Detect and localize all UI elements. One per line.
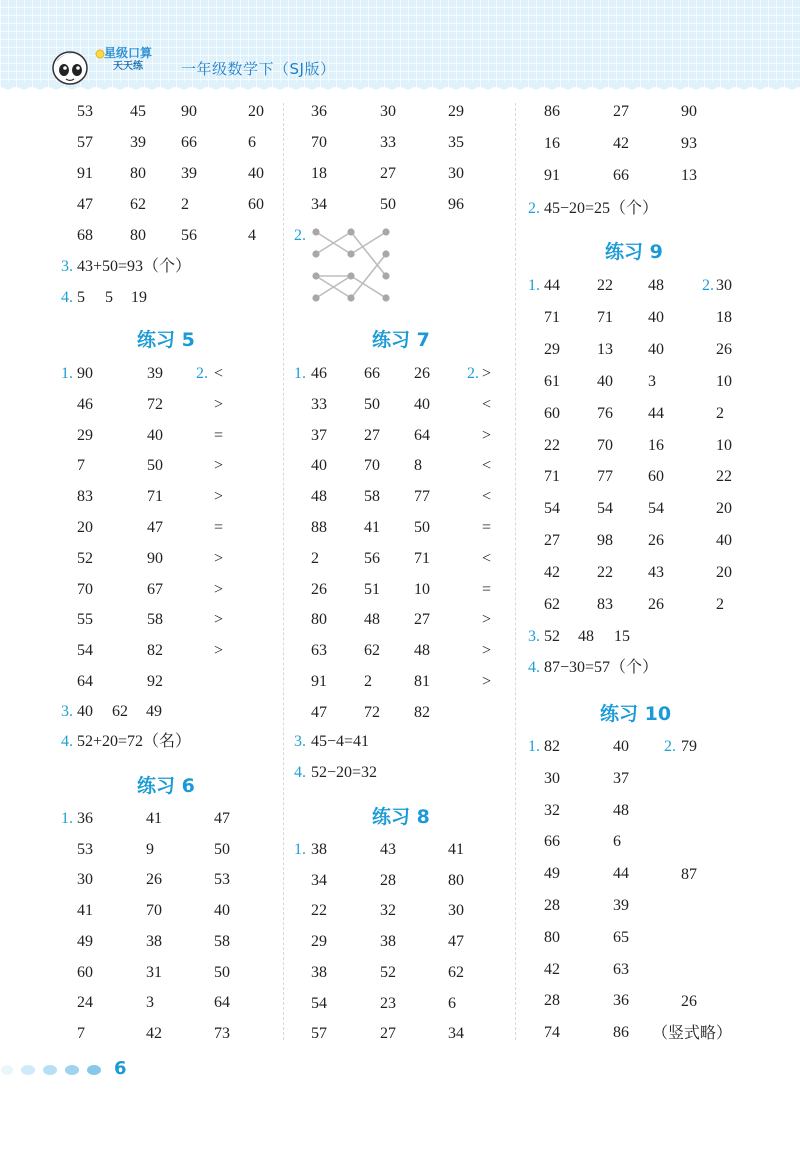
answer-cell: 33 bbox=[311, 395, 327, 413]
answer-cell: 26 bbox=[311, 580, 327, 598]
answer-cell: 22 bbox=[716, 468, 732, 486]
answer-cell: 54 bbox=[648, 500, 664, 518]
answer-cell: 47 bbox=[147, 519, 163, 536]
answer-cell: 37 bbox=[311, 426, 327, 444]
answer-cell: 6 bbox=[448, 994, 456, 1012]
answer-cell: 50 bbox=[214, 840, 230, 858]
answer-cell: 50 bbox=[380, 196, 396, 213]
answer-cell: 26 bbox=[648, 596, 664, 613]
section-title-ex10: 练习 10 bbox=[600, 703, 672, 725]
answer-cell: 48 bbox=[613, 801, 629, 819]
answer-cell: 71 bbox=[544, 468, 560, 486]
answer-cell: 30 bbox=[544, 769, 560, 787]
answer-cell: 72 bbox=[364, 703, 380, 721]
answer-cell: 36 bbox=[311, 103, 327, 120]
answer-cell: 41 bbox=[448, 841, 464, 858]
answer-cell: 40 bbox=[248, 165, 264, 182]
answer-cell: 39 bbox=[130, 134, 146, 151]
answer-cell: 42 bbox=[544, 564, 560, 582]
section-title-ex6: 练习 6 bbox=[137, 775, 195, 797]
answer-cell: 39 bbox=[613, 897, 629, 914]
question-number: 2. bbox=[528, 200, 540, 217]
answer-cell: 66 bbox=[613, 167, 629, 184]
answer-cell: 10 bbox=[716, 372, 732, 390]
brand-line-2: 天天练 bbox=[113, 61, 143, 72]
brand-logo bbox=[104, 46, 152, 74]
answer-cell: 64 bbox=[77, 673, 93, 690]
question-number: 4. bbox=[294, 764, 306, 781]
answer-cell: 92 bbox=[147, 673, 163, 690]
answer-cell: 53 bbox=[214, 871, 230, 889]
answer-cell: 40 bbox=[648, 308, 664, 326]
answer-cell: 81 bbox=[414, 673, 430, 690]
answer-cell: 38 bbox=[311, 963, 327, 981]
answer-cell: 60 bbox=[77, 963, 93, 981]
answer-cell: 68 bbox=[77, 227, 93, 244]
answer-cell: 70 bbox=[364, 457, 380, 475]
answer-cell: 48 bbox=[648, 277, 664, 294]
answer-cell: 27 bbox=[380, 165, 396, 182]
answer-cell: 54 bbox=[597, 500, 613, 518]
question-number: 1. bbox=[294, 841, 306, 858]
answer-cell: 37 bbox=[613, 769, 629, 787]
answer-cell: 19 bbox=[131, 289, 147, 306]
answer-cell: 83 bbox=[597, 596, 613, 613]
answer-cell: 27 bbox=[364, 426, 380, 444]
answer-cell: 58 bbox=[214, 932, 230, 950]
answer-cell: 35 bbox=[448, 134, 464, 151]
answer-cell: 65 bbox=[613, 928, 629, 946]
answer-cell: 40 bbox=[597, 372, 613, 390]
answer-cell: 44 bbox=[648, 404, 664, 422]
answer-cell: 50 bbox=[214, 963, 230, 981]
question-number: 1. bbox=[528, 738, 540, 755]
answer-cell: 49 bbox=[146, 703, 162, 720]
answer-cell: < bbox=[482, 549, 492, 567]
answer-cell: 71 bbox=[147, 488, 163, 506]
answer-cell: 34 bbox=[448, 1025, 464, 1043]
answer-cell: 5 bbox=[105, 289, 113, 306]
answer-cell: 47 bbox=[214, 810, 230, 827]
answer-cell: 70 bbox=[146, 902, 162, 920]
answer-cell: 90 bbox=[77, 365, 93, 382]
column-divider-left bbox=[283, 103, 284, 1040]
answer-cell: 53 bbox=[77, 840, 93, 858]
answer-cell: 6 bbox=[248, 134, 256, 151]
answer-cell: 66 bbox=[544, 833, 560, 851]
answer-cell: 54 bbox=[311, 994, 327, 1012]
header-scallop-edge bbox=[0, 82, 800, 94]
answer-cell: 27 bbox=[613, 103, 629, 120]
answer-cell: 86 bbox=[544, 103, 560, 120]
answer-cell: = bbox=[214, 519, 224, 536]
answer-cell: 22 bbox=[311, 902, 327, 920]
answer-cell: 28 bbox=[380, 871, 396, 889]
answer-cell: 62 bbox=[364, 642, 380, 660]
answer-cell: 30 bbox=[716, 277, 732, 294]
answer-cell: 71 bbox=[544, 308, 560, 326]
answer-cell: 46 bbox=[77, 395, 93, 413]
answer-cell: > bbox=[214, 611, 224, 629]
question-number: 4. bbox=[61, 289, 73, 306]
answer-cell: 77 bbox=[414, 488, 430, 506]
answer-cell: 29 bbox=[77, 426, 93, 444]
answer-cell: 88 bbox=[311, 519, 327, 536]
question-number: 3. bbox=[61, 258, 73, 275]
answer-cell: 90 bbox=[147, 549, 163, 567]
answer-cell: 64 bbox=[414, 426, 430, 444]
answer-cell: 40 bbox=[311, 457, 327, 475]
answer-cell: 64 bbox=[214, 994, 230, 1012]
answer-cell: 30 bbox=[448, 165, 464, 182]
answer-cell: 70 bbox=[311, 134, 327, 151]
answer-cell: 82 bbox=[147, 642, 163, 660]
answer-cell: 77 bbox=[597, 468, 613, 486]
answer-cell: 28 bbox=[544, 992, 560, 1010]
answer-cell: 90 bbox=[181, 103, 197, 120]
question-number: 2. bbox=[467, 365, 479, 382]
answer-cell: > bbox=[214, 457, 224, 475]
answer-cell: 91 bbox=[311, 673, 327, 690]
column-divider-right bbox=[515, 103, 516, 1040]
question-number: 2. bbox=[664, 738, 676, 755]
question-number: 3. bbox=[294, 733, 306, 750]
answer-cell: 26 bbox=[414, 365, 430, 382]
answer-cell: 58 bbox=[364, 488, 380, 506]
answer-cell: 66 bbox=[364, 365, 380, 382]
answer-cell: 18 bbox=[311, 165, 327, 182]
question-number: 4. bbox=[61, 733, 73, 750]
answer-cell: 79 bbox=[681, 738, 697, 755]
answer-cell: 74 bbox=[544, 1024, 560, 1042]
answer-cell: 61 bbox=[544, 372, 560, 390]
answer-cell: 83 bbox=[77, 488, 93, 506]
answer-cell: 73 bbox=[214, 1024, 230, 1042]
answer-cell: 40 bbox=[613, 738, 629, 755]
answer-cell: 49 bbox=[544, 865, 560, 883]
answer-cell: 93 bbox=[681, 135, 697, 152]
answer-cell: 62 bbox=[112, 703, 128, 720]
answer-cell: 49 bbox=[77, 932, 93, 950]
answer-cell: 20 bbox=[716, 564, 732, 582]
answer-cell: 18 bbox=[716, 308, 732, 326]
footer-decoration bbox=[0, 1063, 110, 1077]
answer-cell: 60 bbox=[248, 196, 264, 213]
answer-cell: 29 bbox=[311, 933, 327, 951]
question-number: 1. bbox=[294, 365, 306, 382]
answer-cell: 24 bbox=[77, 994, 93, 1012]
answer-cell: 13 bbox=[597, 340, 613, 358]
answer-cell: 42 bbox=[544, 960, 560, 978]
section-title-ex9: 练习 9 bbox=[605, 241, 663, 263]
question-number: 1. bbox=[61, 365, 73, 382]
question-number: 2. bbox=[702, 277, 714, 294]
answer-cell: 22 bbox=[597, 277, 613, 294]
answer-cell: 2 bbox=[364, 673, 372, 690]
answer-cell: 54 bbox=[77, 642, 93, 660]
answer-cell: 53 bbox=[77, 103, 93, 120]
answer-cell: 29 bbox=[544, 340, 560, 358]
answer-cell: 23 bbox=[380, 994, 396, 1012]
answer-cell: = bbox=[482, 519, 492, 536]
answer-cell: 2 bbox=[716, 596, 724, 613]
answer-cell: 90 bbox=[681, 103, 697, 120]
answer-cell: 44 bbox=[613, 865, 629, 883]
answer-cell: > bbox=[482, 365, 492, 382]
answer-cell: 62 bbox=[544, 596, 560, 613]
answer-cell: 40 bbox=[147, 426, 163, 444]
answer-cell: 54 bbox=[544, 500, 560, 518]
answer-cell: 22 bbox=[597, 564, 613, 582]
answer-cell: 20 bbox=[716, 500, 732, 518]
answer-cell: > bbox=[214, 642, 224, 660]
answer-cell: 86 bbox=[613, 1024, 629, 1042]
answer-cell: 27 bbox=[544, 532, 560, 550]
answer-cell: > bbox=[482, 642, 492, 660]
answer-cell: < bbox=[482, 395, 492, 413]
answer-cell: 16 bbox=[544, 135, 560, 152]
answer-cell: 80 bbox=[544, 928, 560, 946]
answer-cell: 40 bbox=[77, 703, 93, 720]
answer-cell: 38 bbox=[311, 841, 327, 858]
answer-cell: 76 bbox=[597, 404, 613, 422]
matching-diagram bbox=[308, 222, 394, 304]
answer-cell: 28 bbox=[544, 897, 560, 914]
answer-cell: 71 bbox=[414, 549, 430, 567]
answer-cell: = bbox=[482, 580, 492, 598]
answer-cell: 87 bbox=[681, 866, 697, 883]
answer-cell: 57 bbox=[311, 1025, 327, 1043]
answer-cell: 26 bbox=[681, 993, 697, 1010]
answer-cell: 50 bbox=[147, 457, 163, 475]
answer-cell: 20 bbox=[77, 519, 93, 536]
answer-cell: > bbox=[214, 488, 224, 506]
answer-cell: 31 bbox=[146, 963, 162, 981]
answer-cell: 26 bbox=[716, 340, 732, 358]
section-title-ex5: 练习 5 bbox=[137, 329, 195, 351]
answer-cell: 30 bbox=[77, 871, 93, 889]
answer-cell: 60 bbox=[648, 468, 664, 486]
answer-cell: 41 bbox=[364, 519, 380, 536]
answer-cell: > bbox=[214, 549, 224, 567]
answer-cell: 80 bbox=[311, 611, 327, 629]
answer-cell: 7 bbox=[77, 457, 85, 475]
answer-cell: > bbox=[214, 580, 224, 598]
answer-cell: 48 bbox=[311, 488, 327, 506]
answer-cell: 52 bbox=[380, 963, 396, 981]
answer-cell: 34 bbox=[311, 871, 327, 889]
answer-cell: 42 bbox=[146, 1024, 162, 1042]
answer-cell: 8 bbox=[414, 457, 422, 475]
answer-cell: < bbox=[482, 488, 492, 506]
answer-cell: 43 bbox=[648, 564, 664, 582]
mascot-icon bbox=[48, 42, 110, 92]
question-number: 4. bbox=[528, 659, 540, 676]
question-number: 1. bbox=[61, 810, 73, 827]
answer-cell: 47 bbox=[448, 933, 464, 951]
answer-cell: 30 bbox=[448, 902, 464, 920]
answer-cell: > bbox=[214, 395, 224, 413]
book-title: 一年级数学下（SJ版） bbox=[181, 60, 336, 78]
section-title-ex7: 练习 7 bbox=[372, 329, 430, 351]
page-number: 6 bbox=[114, 1058, 127, 1079]
answer-cell: 16 bbox=[648, 436, 664, 454]
answer-cell: < bbox=[482, 457, 492, 475]
answer-cell: 26 bbox=[146, 871, 162, 889]
answer-cell: 60 bbox=[544, 404, 560, 422]
answer-cell: 38 bbox=[380, 933, 396, 951]
answer-cell: 33 bbox=[380, 134, 396, 151]
answer-cell: 36 bbox=[77, 810, 93, 827]
answer-cell: 62 bbox=[448, 963, 464, 981]
answer-cell: 45 bbox=[130, 103, 146, 120]
answer-cell: 80 bbox=[448, 871, 464, 889]
answer-cell: 62 bbox=[130, 196, 146, 213]
answer-cell: 2 bbox=[716, 404, 724, 422]
question-number: 1. bbox=[528, 277, 540, 294]
answer-cell: 82 bbox=[544, 738, 560, 755]
answer-cell: 27 bbox=[380, 1025, 396, 1043]
page-header bbox=[0, 0, 800, 88]
answer-text: 87−30=57（个） bbox=[544, 659, 659, 676]
answer-cell: 46 bbox=[311, 365, 327, 382]
question-number: 2. bbox=[294, 227, 306, 244]
answer-cell: 36 bbox=[613, 992, 629, 1010]
answer-cell: 4 bbox=[248, 227, 256, 244]
answer-cell: 3 bbox=[146, 994, 154, 1012]
answer-cell: 70 bbox=[597, 436, 613, 454]
answer-cell: 34 bbox=[311, 196, 327, 213]
answer-note: （竖式略） bbox=[652, 1025, 733, 1042]
answer-cell: 26 bbox=[648, 532, 664, 550]
answer-cell: 82 bbox=[414, 703, 430, 721]
answer-cell: 63 bbox=[613, 960, 629, 978]
brand-line-1: 星级口算 bbox=[104, 46, 153, 60]
answer-cell: 63 bbox=[311, 642, 327, 660]
answer-cell: 91 bbox=[544, 167, 560, 184]
answer-cell: 10 bbox=[716, 436, 732, 454]
answer-cell: 20 bbox=[248, 103, 264, 120]
answer-cell: 7 bbox=[77, 1024, 85, 1042]
answer-cell: 50 bbox=[414, 519, 430, 536]
answer-cell: 3 bbox=[648, 372, 656, 390]
section-title-ex8: 练习 8 bbox=[372, 806, 430, 828]
answer-cell: 91 bbox=[77, 165, 93, 182]
answer-cell: 32 bbox=[544, 801, 560, 819]
answer-cell: 5 bbox=[77, 289, 85, 306]
answer-cell: 39 bbox=[181, 165, 197, 182]
answer-cell: 72 bbox=[147, 395, 163, 413]
answer-text: 52+20=72（名） bbox=[77, 733, 192, 750]
question-number: 3. bbox=[61, 703, 73, 720]
answer-cell: 41 bbox=[77, 902, 93, 920]
answer-cell: 9 bbox=[146, 840, 154, 858]
answer-text: 43+50=93（个） bbox=[77, 258, 192, 275]
answer-cell: 67 bbox=[147, 580, 163, 598]
answer-cell: 27 bbox=[414, 611, 430, 629]
answer-cell: 98 bbox=[597, 532, 613, 550]
answer-cell: > bbox=[482, 426, 492, 444]
answer-text: 52−20=32 bbox=[311, 764, 378, 781]
answer-cell: 29 bbox=[448, 103, 464, 120]
answer-cell: 22 bbox=[544, 436, 560, 454]
answer-cell: 44 bbox=[544, 277, 560, 294]
question-number: 2. bbox=[196, 365, 208, 382]
answer-cell: 80 bbox=[130, 165, 146, 182]
answer-cell: 10 bbox=[414, 580, 430, 598]
answer-cell: > bbox=[482, 611, 492, 629]
answer-cell: 2 bbox=[311, 549, 319, 567]
answer-cell: 13 bbox=[681, 167, 697, 184]
answer-cell: 2 bbox=[181, 196, 189, 213]
answer-cell: 48 bbox=[578, 628, 594, 645]
answer-cell: 70 bbox=[77, 580, 93, 598]
answer-cell: 71 bbox=[597, 308, 613, 326]
answer-cell: 40 bbox=[716, 532, 732, 550]
answer-cell: 42 bbox=[613, 135, 629, 152]
answer-cell: = bbox=[214, 426, 224, 444]
answer-cell: 41 bbox=[146, 810, 162, 827]
answer-text: 45−4=41 bbox=[311, 733, 370, 750]
answer-cell: 32 bbox=[380, 902, 396, 920]
answer-cell: 66 bbox=[181, 134, 197, 151]
answer-cell: 47 bbox=[311, 703, 327, 721]
answer-cell: 51 bbox=[364, 580, 380, 598]
answer-cell: 58 bbox=[147, 611, 163, 629]
answer-cell: 56 bbox=[364, 549, 380, 567]
answer-cell: < bbox=[214, 365, 224, 382]
answer-cell: 52 bbox=[77, 549, 93, 567]
answer-cell: 40 bbox=[648, 340, 664, 358]
answer-cell: 47 bbox=[77, 196, 93, 213]
answer-cell: 15 bbox=[614, 628, 630, 645]
answer-cell: 57 bbox=[77, 134, 93, 151]
answer-text: 45−20=25（个） bbox=[544, 200, 659, 217]
answer-cell: 55 bbox=[77, 611, 93, 629]
answer-cell: 48 bbox=[414, 642, 430, 660]
answer-cell: 43 bbox=[380, 841, 396, 858]
answer-cell: 80 bbox=[130, 227, 146, 244]
answer-cell: 50 bbox=[364, 395, 380, 413]
question-number: 3. bbox=[528, 628, 540, 645]
answer-cell: 48 bbox=[364, 611, 380, 629]
answer-cell: > bbox=[482, 673, 492, 690]
answer-cell: 6 bbox=[613, 833, 621, 851]
answer-cell: 40 bbox=[214, 902, 230, 920]
answer-cell: 96 bbox=[448, 196, 464, 213]
answer-cell: 40 bbox=[414, 395, 430, 413]
answer-cell: 39 bbox=[147, 365, 163, 382]
answer-cell: 30 bbox=[380, 103, 396, 120]
answer-cell: 38 bbox=[146, 932, 162, 950]
answer-cell: 56 bbox=[181, 227, 197, 244]
answer-cell: 52 bbox=[544, 628, 560, 645]
